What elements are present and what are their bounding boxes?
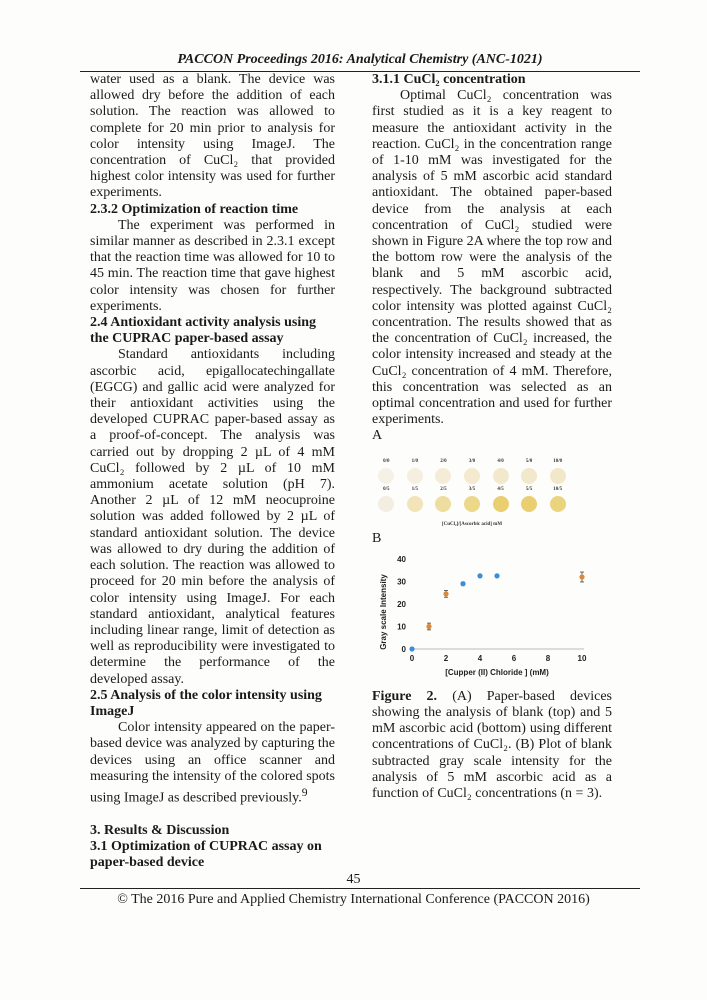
figure-a-label: A [372,428,383,444]
device-spot [546,459,570,484]
device-spot [431,459,455,484]
section-heading: 2.3.2 Optimization of reaction time [90,201,299,217]
spot-concentration-label: 2/5 [440,486,447,492]
colored-spot [407,468,423,484]
spot-concentration-label: 3/0 [468,458,476,464]
device-spot [431,487,455,512]
device-spot [403,487,427,512]
paragraph [90,720,335,807]
colored-spot [378,496,394,512]
x-axis-title: [Cupper (II) Chloride ] (mM) [445,667,549,677]
x-tick-label: 0 [409,653,415,663]
data-point [443,591,448,596]
device-axis-caption: [CuCl₂]/[Ascorbic acid] mM [441,521,503,527]
spot-concentration-label: 10/5 [553,486,563,492]
figure-b-label: B [372,530,382,546]
figure-caption-text: (A) Paper-based devices showing the analysis of blank (top) and 5 mM ascorbic acid (bottom) using different concentrations of CuCl₂. (B) Plot of blank subtracted gray scale intensity for the analysis of 5 mM ascorbic acid as a function of CuCl₂ concentrations (n = 3). [372,688,613,802]
data-point [579,574,584,579]
reference-superscript: 9 [301,785,308,799]
data-point [409,646,414,651]
device-spot [517,459,541,484]
page-footer: © The 2016 Pure and Applied Chemistry International Conference (PACCON 2016) [117,892,590,907]
device-spot [517,487,541,512]
x-tick-label: 6 [511,653,517,663]
spot-row-blank [372,459,572,484]
colored-spot [464,496,480,512]
x-tick-label: 4 [477,653,483,663]
left-column [90,72,335,871]
paragraph: The experiment was performed in similar manner as described in 2.3.1 except that the reaction time was allowed for 10 to 45 min. The reaction time that gave highest color intensity was chosen for further experiments. [90,217,335,314]
section-heading: 2.4 Antioxidant activity analysis using the CUPRAC paper-based assay [90,315,316,347]
scatter-chart-svg [372,549,612,689]
spot-concentration-label: 0/0 [383,458,390,464]
colored-spot [464,468,480,484]
device-spot [374,459,398,484]
spot-concentration-label: 3/5 [468,486,476,492]
running-header: PACCON Proceedings 2016: Analytical Chemistry (ANC-1021) [177,52,543,67]
x-tick-label: 8 [545,653,551,663]
figure-caption-prefix: Figure 2. [372,688,438,704]
x-tick-label: 10 [577,653,587,663]
x-tick-label: 2 [443,653,449,663]
spot-concentration-label: 0/5 [383,486,390,492]
spot-concentration-label: 10/0 [553,458,563,464]
section-heading: 3.1.1 CuCl₂ concentration [372,72,526,87]
spot-concentration-label: 2/0 [440,458,447,464]
colored-spot [378,468,394,484]
right-column [372,72,612,802]
y-tick-label: 30 [397,577,406,587]
paragraph: water used as a blank. The device was allowed dry before the addition of each solution. The reaction was allowed to complete for 20 min prior to analysis for color intensity using ImageJ. The concentration of CuCl₂ that provided highest color intensity was used for further experiments. [90,72,335,201]
spot-concentration-label: 5/0 [525,458,533,464]
colored-spot [493,468,509,484]
colored-spot [550,496,566,512]
colored-spot [435,496,451,512]
spot-concentration-label: 1/0 [411,458,419,464]
colored-spot [407,496,423,512]
device-spot [374,487,398,512]
y-tick-label: 20 [397,599,406,609]
colored-spot [550,468,566,484]
section-heading: 2.5 Analysis of the color intensity using ImageJ [90,687,322,719]
device-spot [403,459,427,484]
y-axis-title: Gray scale Intensity [379,574,388,650]
colored-spot [521,468,537,484]
y-tick-label: 40 [397,554,406,564]
data-point [460,581,465,586]
device-spot [460,487,484,512]
colored-spot [435,468,451,484]
device-spot [546,487,570,512]
spot-row-ascorbic [372,487,572,512]
y-tick-label: 0 [401,644,406,654]
paragraph: Optimal CuCl₂ concentration was first studied as it is a key reagent to measure the antioxidant activity in the reaction. CuCl₂ in the concentration range of 1-10 mM was investigated for the analysis of 5 mM ascorbic acid standard antioxidant. The obtained paper-based device from the analysis at each concentration of CuCl₂ studied were shown in Figure 2A where the top row and the bottom row were the analysis of the blank and 5 mM ascorbic acid, respectively. The background subtracted color intensity was plotted against CuCl₂ concentration. The results showed that as the concentration of CuCl₂ increased, the color intensity increased and steady at the CuCl₂ concentration of 4 mM. Therefore, this concentration was selected as an optimal concentration and used for further experiments. [372,88,612,428]
spot-concentration-label: 5/5 [525,486,533,492]
figure-b-chart [372,549,612,689]
footer-rule [80,888,640,889]
colored-spot [521,496,537,512]
section-heading: 3.1 Optimization of CUPRAC assay on paper-based device [90,839,322,871]
spot-concentration-label: 4/5 [497,486,504,492]
page-number: 45 [346,872,361,887]
section-heading: 3. Results & Discussion [90,822,230,838]
data-point [477,573,482,578]
figure-caption [372,689,612,802]
data-point [494,573,499,578]
device-spot [489,487,513,512]
spot-concentration-label: 1/5 [411,486,419,492]
y-tick-label: 10 [397,622,406,632]
colored-spot [493,496,509,512]
data-point [426,624,431,629]
paper-device-image [372,453,572,531]
device-spot [489,459,513,484]
device-spot [460,459,484,484]
spot-concentration-label: 4/0 [497,458,504,464]
paragraph: Standard antioxidants including ascorbic acid, epigallocatechingallate (EGCG) and gallic acid were analyzed for their antioxidant activities using the developed CUPRAC paper-based assay as a proof-of-concept. The analysis was carried out by dropping 2 µL of 4 mM CuCl₂ followed by 2 µL of 10 mM ammonium acetate solution (pH 7). Another 2 µL of 12 mM neocuproine solution was added followed by 2 µL of standard antioxidant solution. The device was allowed to dry during the addition of each solution. The reaction was allowed to proceed for 20 min before the analysis of color intensity using ImageJ. For each standard antioxidant, analytical features including linear range, limit of detection as well as reproducibility were investigated to determine the performance of the developed assay. [90,347,335,687]
paragraph-text: Color intensity appeared on the paper-based device was analyzed by capturing the devices using an office scanner and measuring the intensity of the colored spots using ImageJ as described previously. [90,720,335,806]
